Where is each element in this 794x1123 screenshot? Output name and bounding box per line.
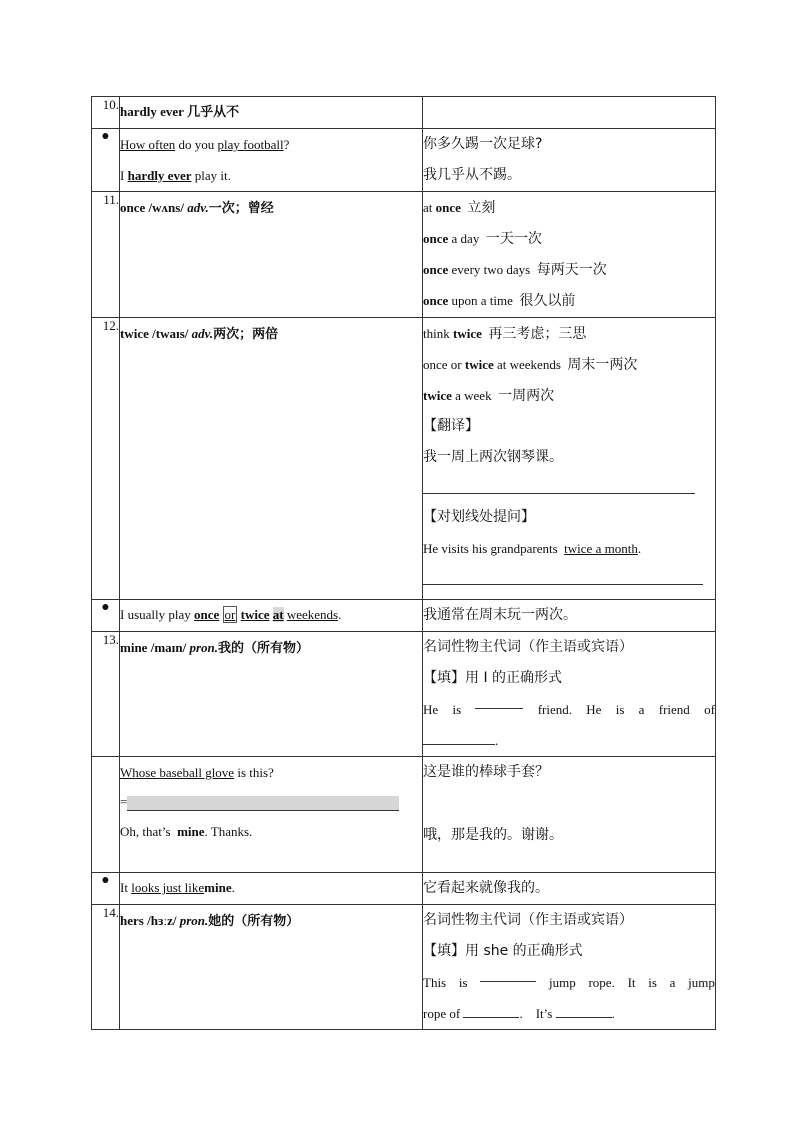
vocab-row-11: 11. once /wʌns/ adv.一次；曾经 at once 立刻 once a day 一天一次 once every two days 每两天一次 once upon a time 很久以前 <box>92 192 716 318</box>
section-heading: 【翻译】 <box>423 418 479 434</box>
answer-blank[interactable] <box>480 967 536 982</box>
row-number: 12. <box>92 318 120 600</box>
vocab-row-14: 14. hers /hɜːz/ pron.她的（所有物） 名词性物主代词（作主语或宾语） 【填】用 she 的正确形式 This is jump rope. It is a jump rope of . It’s . <box>92 905 716 1030</box>
translation: 我通常在周末玩一两次。 <box>423 607 577 623</box>
example-row: ● How often do you play football? I hardly ever play it. 你多久踢一次足球? 我几乎从不踢。 <box>92 129 716 192</box>
row-number: 13. <box>92 632 120 757</box>
translation-prompt: 我一周上两次钢琴课。 <box>423 449 563 465</box>
vocab-row-13: 13. mine /maɪn/ pron.我的（所有物） 名词性物主代词（作主语或宾语） 【填】用 I 的正确形式 He is friend. He is a friend of . <box>92 632 716 757</box>
bullet-icon: ● <box>92 129 120 192</box>
phonetic: /twaɪs/ <box>152 326 189 341</box>
translation: 我几乎从不踢。 <box>423 167 521 183</box>
answer-blank[interactable] <box>127 796 399 811</box>
translation: 你多久踢一次足球? <box>423 136 543 152</box>
part-of-speech: adv. <box>191 326 214 341</box>
example-row: Whose baseball glove is this? = Oh, that’s mine. Thanks. 这是谁的棒球手套？ 哦，那是我的。谢谢。 <box>92 757 716 873</box>
phonetic: /maɪn/ <box>150 640 187 655</box>
vocab-word: twice <box>120 326 149 341</box>
section-heading: 【对划线处提问】 <box>423 509 535 525</box>
underlined-phrase: How often <box>120 137 176 152</box>
phonetic: /hɜːz/ <box>147 913 177 928</box>
part-of-speech: pron. <box>179 913 209 928</box>
vocab-row-10 <box>92 97 716 129</box>
answer-blank[interactable] <box>423 570 703 585</box>
answer-blank[interactable] <box>423 479 695 494</box>
vocabulary-table <box>91 96 716 1030</box>
vocab-meaning: 我的（所有物） <box>218 641 310 656</box>
row-number: 10. <box>92 97 120 129</box>
row-number: 14. <box>92 905 120 1030</box>
vocab-meaning: 几乎从不 <box>187 105 240 120</box>
part-of-speech: pron. <box>189 640 219 655</box>
vocab-word: hers <box>120 913 144 928</box>
answer-blank[interactable] <box>423 730 495 745</box>
vocab-meaning: 她的（所有物） <box>208 914 300 929</box>
answer-blank[interactable] <box>475 694 523 709</box>
vocab-word: once <box>120 200 146 215</box>
answer-blank[interactable] <box>463 1003 519 1018</box>
vocab-meaning: 两次；两倍 <box>213 327 279 342</box>
vocab-word: hardly ever <box>120 104 184 119</box>
vocab-row-12: 12. twice /twaɪs/ adv.两次；两倍 think twice 再三考虑；三思 once or twice at weekends 周末一两次 twice a week 一周两次 【翻译】 我一周上两次钢琴课。 【对划线处提问】 He visits his grandparents twice a month. <box>92 318 716 600</box>
answer-blank[interactable] <box>556 1003 612 1018</box>
example-row: ● I usually play once or twice at weekends. 我通常在周末玩一两次。 <box>92 600 716 632</box>
translation: 哦，那是我的。谢谢。 <box>423 827 563 843</box>
translation: 它看起来就像我的。 <box>423 880 549 896</box>
bullet-icon: ● <box>92 600 120 632</box>
vocab-word: mine <box>120 640 148 655</box>
bullet-icon: ● <box>92 873 120 905</box>
vocab-meaning: 一次；曾经 <box>208 201 274 216</box>
part-of-speech: adv. <box>187 200 209 215</box>
phonetic: /wʌns/ <box>148 200 184 215</box>
example-row: ● It looks just likemine. 它看起来就像我的。 <box>92 873 716 905</box>
translation: 这是谁的棒球手套？ <box>423 764 549 780</box>
row-number: 11. <box>92 192 120 318</box>
